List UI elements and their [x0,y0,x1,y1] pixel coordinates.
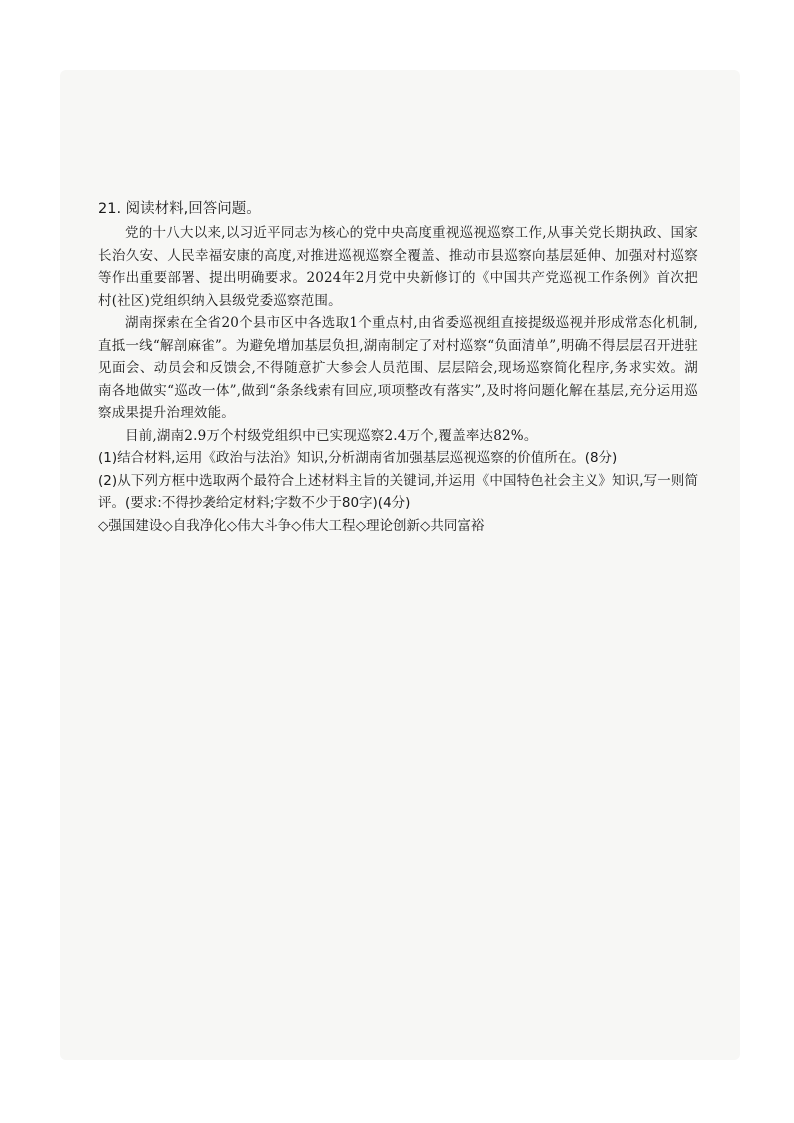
diamond-marker-icon: ◇ [98,517,109,534]
question-title: 21. 阅读材料,回答问题。 [98,201,261,217]
keyword-text: 共同富裕 [430,517,485,534]
material-paragraph-3: 目前,湖南2.9万个村级党组织中已实现巡察2.4万个,覆盖率达82%。 [125,427,538,444]
sub-question-1: (1)结合材料,运用《政治与法治》知识,分析湖南省加强基层巡视巡察的价值所在。(8分) [98,450,618,466]
sub-question-2: (2)从下列方框中选取两个最符合上述材料主旨的关键词,并运用《中国特色社会主义》知识,写一则简评。(要求:不得抄袭给定材料;字数不少于80字)(4分) [98,472,698,511]
keyword-item [420,515,484,538]
keyword-box [98,515,698,538]
keyword-item [291,515,355,538]
keyword-text: 强国建设 [108,517,163,534]
keyword-text: 理论创新 [365,517,420,534]
diamond-marker-icon: ◇ [419,517,431,534]
keyword-text: 伟大斗争 [237,517,292,534]
keyword-item [356,515,420,538]
diamond-marker-icon: ◇ [291,517,302,534]
diamond-marker-icon: ◇ [355,517,366,534]
keyword-text: 伟大工程 [301,517,356,534]
keyword-item [227,515,291,538]
question-21 [98,198,698,537]
keyword-item [162,515,226,538]
material-paragraph-2: 湖南探索在全省20个县市区中各选取1个重点村,由省委巡视组直接提级巡视并形成常态化机制,直抵一线“解剖麻雀”。为避免增加基层负担,湖南制定了对村巡察“负面清单”,明确不得层层召开进驻见面会、动员会和反馈会,不得随意扩大参会人员范围、层层陪会,现场巡察简化程序,务求实效。湖南各地做实“巡改一体”,做到“条条线索有回应,项项整改有落实”,及时将问题化解在基层,充分运用巡察成果提升治理效能。 [98,315,698,421]
diamond-marker-icon: ◇ [162,517,173,534]
material-paragraph-1: 党的十八大以来,以习近平同志为核心的党中央高度重视巡视巡察工作,从事关党长期执政、国家长治久安、人民幸福安康的高度,对推进巡视巡察全覆盖、推动市县巡察向基层延伸、加强对村巡察等作出重要部署、提出明确要求。2024年2月党中央新修订的《中国共产党巡视工作条例》首次把村(社区)党组织纳入县级党委巡察范围。 [98,225,698,309]
keyword-text: 自我净化 [172,517,227,534]
keyword-item [98,515,162,538]
diamond-marker-icon: ◇ [226,517,238,534]
